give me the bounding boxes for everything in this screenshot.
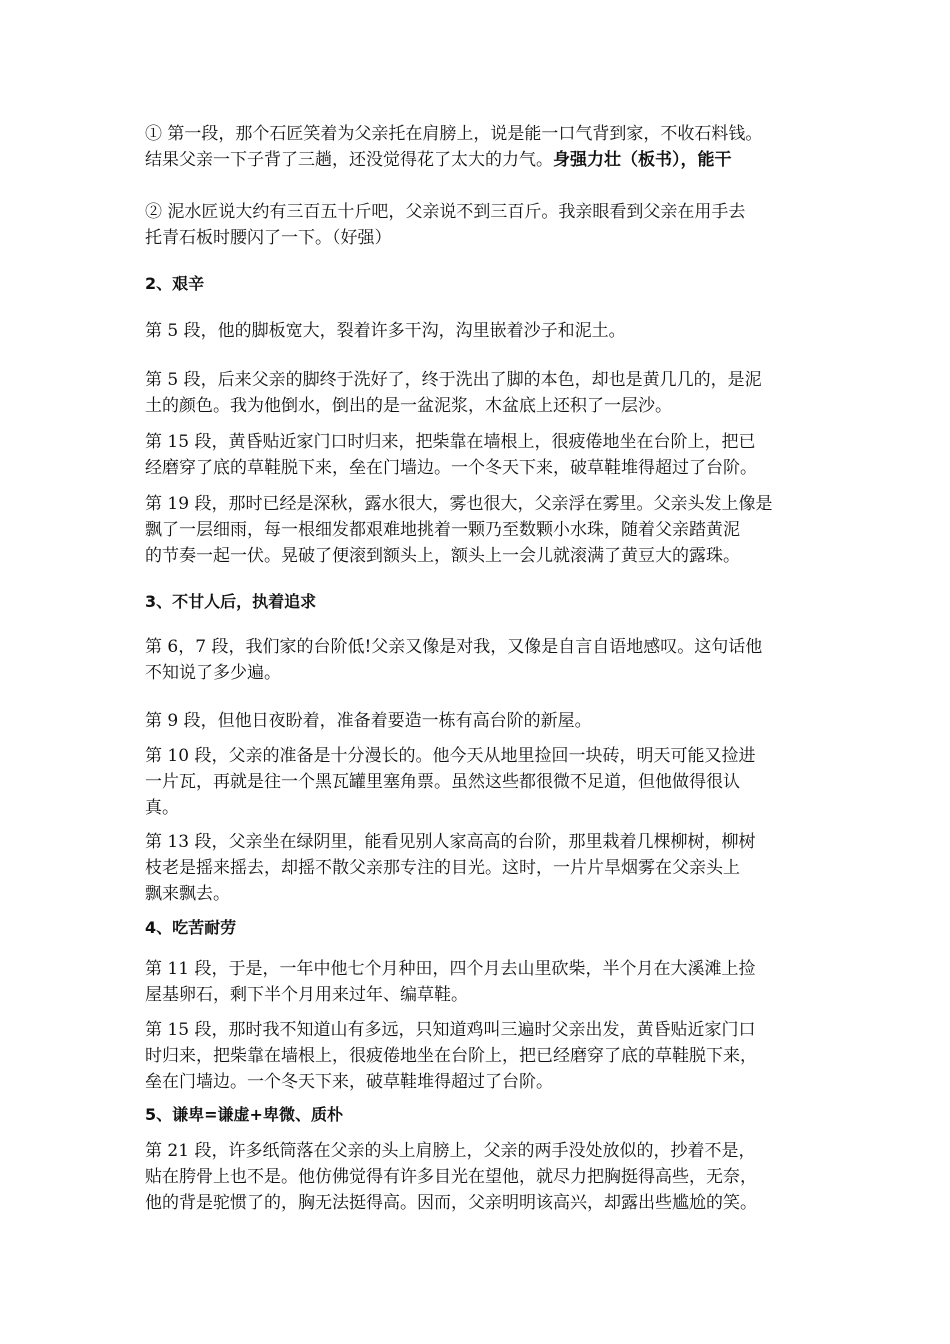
paragraph-line: ① 第一段，那个石匠笑着为父亲托在肩膀上，说是能一口气背到家，不收石料钱。 [145,124,763,144]
paragraph-10 [145,829,815,907]
heading-text: 3、不甘人后，执着追求 [145,592,317,611]
section-heading-2 [145,271,815,297]
paragraph-9 [145,743,815,821]
paragraph-6 [145,491,815,569]
bold-emphasis: 身强力壮（板书），能干 [553,150,732,170]
paragraph-line [145,147,815,173]
section-heading-5 [145,1102,815,1128]
paragraph-line: 第 13 段，父亲坐在绿阴里，能看见别人家高高的台阶，那里栽着几棵柳树，柳树 [145,832,756,852]
paragraph-5 [145,429,815,481]
paragraph-8 [145,708,815,734]
section-heading-4 [145,915,815,941]
paragraph-line: 第 5 段，他的脚板宽大，裂着许多干沟，沟里嵌着沙子和泥土。 [145,321,626,341]
heading-text: 5、谦卑=谦虚+卑微、质朴 [145,1105,343,1124]
paragraph-line: 托青石板时腰闪了一下。（好强） [145,228,392,248]
paragraph-line: 贴在胯骨上也不是。他仿佛觉得有许多目光在望他，就尽力把胸挺得高些，无奈， [145,1167,757,1187]
paragraph-13 [145,1138,815,1216]
paragraph-line: 的节奏一起一伏。晃破了便滚到额头上，额头上一会儿就滚满了黄豆大的露珠。 [145,546,740,566]
paragraph-line: 第 10 段，父亲的准备是十分漫长的。他今天从地里捡回一块砖，明天可能又捡进 [145,746,756,766]
paragraph-line: 真。 [145,798,179,818]
paragraph-line: ② 泥水匠说大约有三百五十斤吧，父亲说不到三百斤。我亲眼看到父亲在用手去 [145,202,746,222]
paragraph-line: 第 11 段，于是，一年中他七个月种田，四个月去山里砍柴，半个月在大溪滩上捡 [145,959,756,979]
heading-text: 4、吃苦耐劳 [145,918,237,937]
paragraph-line: 不知说了多少遍。 [145,663,281,683]
paragraph-line: 第 6，7 段，我们家的台阶低!父亲又像是对我，又像是自言自语地感叹。这句话他 [145,637,763,657]
paragraph-11 [145,956,815,1008]
paragraph-line: 时归来，把柴靠在墙根上，很疲倦地坐在台阶上，把已经磨穿了底的草鞋脱下来， [145,1046,757,1066]
paragraph-line: 第 21 段，许多纸筒落在父亲的头上肩膀上，父亲的两手没处放似的，抄着不是， [145,1141,756,1161]
plain-text: 结果父亲一下子背了三趟，还没觉得花了太大的力气。 [145,150,553,170]
paragraph-line: 飘来飘去。 [145,884,230,904]
paragraph-line: 他的背是驼惯了的，胸无法挺得高。因而，父亲明明该高兴，却露出些尴尬的笑。 [145,1193,757,1213]
paragraph-line: 屋基卵石，剩下半个月用来过年、编草鞋。 [145,985,468,1005]
paragraph-line: 飘了一层细雨，每一根细发都艰难地挑着一颗乃至数颗小水珠，随着父亲踏黄泥 [145,520,740,540]
paragraph-line: 垒在门墙边。一个冬天下来，破草鞋堆得超过了台阶。 [145,1072,553,1092]
paragraph-12 [145,1017,815,1095]
paragraph-line: 枝老是摇来摇去，却摇不散父亲那专注的目光。这时，一片片旱烟雾在父亲头上 [145,858,740,878]
paragraph-4 [145,367,815,419]
paragraph-line: 经磨穿了底的草鞋脱下来，垒在门墙边。一个冬天下来，破草鞋堆得超过了台阶。 [145,458,757,478]
paragraph-line: 第 5 段，后来父亲的脚终于洗好了，终于洗出了脚的本色，却也是黄几几的，是泥 [145,370,762,390]
section-heading-3 [145,589,815,615]
paragraph-1 [145,121,815,173]
paragraph-line: 第 19 段，那时已经是深秋，露水很大，雾也很大，父亲浮在雾里。父亲头发上像是 [145,494,773,514]
paragraph-line: 一片瓦，再就是往一个黑瓦罐里塞角票。虽然这些都很微不足道，但他做得很认 [145,772,740,792]
paragraph-line: 第 15 段，那时我不知道山有多远，只知道鸡叫三遍时父亲出发，黄昏贴近家门口 [145,1020,756,1040]
heading-text: 2、艰辛 [145,274,205,293]
paragraph-line: 第 15 段，黄昏贴近家门口时归来，把柴靠在墙根上，很疲倦地坐在台阶上，把已 [145,432,756,452]
paragraph-2 [145,199,815,251]
paragraph-7 [145,634,815,686]
paragraph-3 [145,318,815,344]
paragraph-line: 第 9 段，但他日夜盼着，准备着要造一栋有高台阶的新屋。 [145,711,592,731]
paragraph-line: 土的颜色。我为他倒水，倒出的是一盆泥浆，木盆底上还积了一层沙。 [145,396,672,416]
